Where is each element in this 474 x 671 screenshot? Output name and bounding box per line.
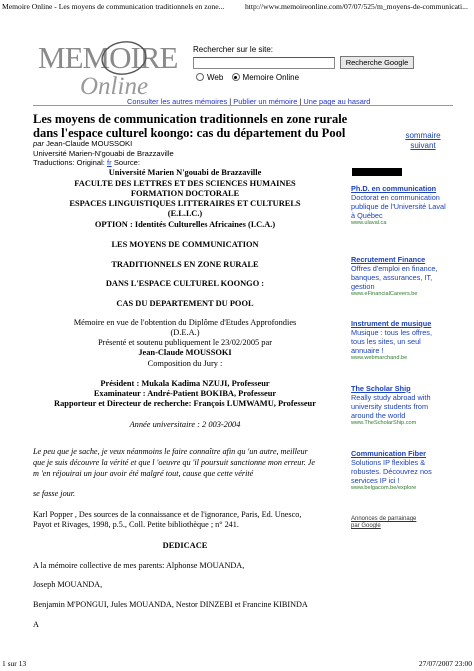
ad-title[interactable]: Recrutement Finance	[351, 255, 426, 264]
radio-web[interactable]	[196, 73, 204, 81]
nav-random-page[interactable]: Une page au hasard	[303, 97, 371, 106]
summary-link[interactable]: sommaire	[405, 131, 441, 140]
dedication-line-3: Benjamin M'PONGUI, Jules MOUANDA, Nestor DINZEBI et Francine KIBINDA	[33, 600, 308, 609]
cover-subject-line-1: LES MOYENS DE COMMUNICATION	[111, 240, 259, 249]
print-tab-title: Memoire Online - Les moyens de communication traditionnels en zone...	[2, 2, 225, 11]
ad-phd-communication[interactable]	[351, 184, 446, 226]
radio-memoire-online-label: Memoire Online	[242, 73, 300, 82]
nav-publish-memoire[interactable]: Publier un mémoire	[233, 97, 298, 106]
cover-subject-line-3: DANS L'ESPACE CULTUREL KOONGO :	[105, 279, 265, 288]
cover-option: OPTION : Identités Culturelles Africaines (I.C.A.)	[94, 220, 276, 229]
ad-body: Offres d'emploi en finance, banques, assurances, IT, gestion	[351, 264, 438, 291]
cover-faculty: FACULTE DES LETTRES ET DES SCIENCES HUMAINES	[74, 179, 296, 188]
search-label: Rechercher sur le site:	[193, 45, 274, 54]
google-search-button[interactable]: Recherche Google	[340, 56, 414, 69]
translations-source: Source:	[113, 158, 140, 167]
ad-title[interactable]: Instrument de musique	[351, 319, 432, 328]
search-input[interactable]	[193, 57, 335, 69]
cover-spaces: ESPACES LINGUISTIQUES LITTERAIRES ET CULTURELS	[69, 199, 301, 208]
memoire-online-logo[interactable]	[36, 38, 186, 100]
translations-original: Original:	[76, 158, 105, 167]
epigraph-line-4: se fasse jour.	[33, 489, 76, 498]
translations-line	[33, 158, 140, 167]
ad-scholar-ship[interactable]	[351, 384, 446, 426]
dedication-line-1: A la mémoire collective de mes parents: Alphonse MOUANDA,	[33, 561, 245, 570]
epigraph-line-2: que je suis découvre la vérité et que l 'oeuvre qu 'il poursuit sanctionne mon erreur. Je	[33, 458, 316, 467]
ad-communication-fiber[interactable]	[351, 449, 446, 491]
cover-jury-heading: Composition du Jury :	[147, 359, 223, 368]
print-url: http://www.memoireonline.com/07/07/525/m_moyens-de-communicati...	[245, 2, 468, 11]
logo-word-online: Online	[80, 73, 149, 100]
ad-recrutement-finance[interactable]	[351, 255, 446, 297]
print-page-number: 1 sur 13	[2, 659, 27, 668]
ad-body: Musique : tous les offres, tous les sites, un seul annuaire !	[351, 328, 432, 355]
cover-memoire-line-3: Présenté et soutenu publiquement le 23/02/2005 par	[98, 338, 272, 347]
next-link[interactable]: suivant	[410, 141, 436, 150]
cover-jury-examiner: Examinateur : André-Patient BOKIBA, Professeur	[93, 389, 277, 398]
radio-memoire-online[interactable]	[232, 73, 240, 81]
cover-memoire-author: Jean-Claude MOUSSOKI	[138, 348, 232, 357]
cover-elic: (E.L.I.C.)	[167, 209, 203, 218]
ad-url[interactable]: www.webmarchand.be	[351, 355, 408, 361]
ad-instrument-musique[interactable]	[351, 319, 446, 361]
citation-line-2: Payot et Rivages, 1998, p.5., Coll. Petite bibliothèque ; n° 241.	[33, 520, 239, 529]
nav-other-memoires[interactable]: Consulter les autres mémoires	[127, 97, 228, 106]
ad-url[interactable]: www.TheScholarShip.com	[351, 420, 417, 426]
ads-by-google[interactable]: Annonces de parrainage par Google	[351, 516, 417, 529]
radio-web-label: Web	[207, 73, 224, 82]
cover-jury-rapporteur: Rapporteur et Directeur de recherche: François LUMWAMU, Professeur	[54, 399, 316, 408]
ad-body: Doctorat en communication publique de l'Université Laval à Québec	[351, 193, 446, 220]
translations-label: Traductions:	[33, 158, 75, 167]
page-title: Les moyens de communication traditionnels en zone rurale dans l'espace culturel koongo: cas du département du Pool	[33, 112, 348, 140]
ad-banner-black	[352, 168, 402, 176]
print-datetime: 27/07/2007 23:00	[418, 659, 472, 668]
site-search	[193, 45, 409, 82]
epigraph-line-1: Le peu que je sache, je veux néanmoins le faire connaître afin qu 'un autre, meilleur	[33, 447, 308, 456]
dedication-line-2: Joseph MOUANDA,	[33, 580, 103, 589]
author-name: Jean-Claude MOUSSOKI	[46, 139, 133, 148]
search-scope	[196, 73, 299, 82]
ad-url[interactable]: www.eFinancialCareers.be	[351, 291, 418, 297]
ad-body: Really study abroad with university students from around the world	[351, 393, 431, 420]
translation-lang-link[interactable]: fr	[107, 158, 112, 167]
cover-memoire-line-2: (D.E.A.)	[170, 328, 200, 337]
ad-url[interactable]: www.belgacom.be/explore	[351, 485, 417, 491]
dedication-line-4: A	[33, 620, 39, 629]
cover-training: FORMATION DOCTORALE	[130, 189, 240, 198]
ad-title[interactable]: Ph.D. en communication	[351, 184, 437, 193]
logo-graphic	[36, 38, 186, 100]
ad-url[interactable]: www.ulaval.ca	[351, 220, 387, 226]
institution: Université Marien-N'gouabi de Brazzaville	[33, 149, 174, 158]
citation-line-1: Karl Popper , Des sources de la connaissance et de l'ignorance, Paris, Ed. Unesco,	[33, 510, 302, 519]
cover-memoire-line-1: Mémoire en vue de l'obtention du Diplôme d'Etudes Approfondies	[73, 318, 297, 327]
logo-word-memoire: MEMOIRE	[38, 40, 178, 75]
cover-university: Université Marien N'gouabi de Brazzaville	[108, 168, 262, 177]
cover-academic-year: Année universitaire : 2 003-2004	[129, 420, 241, 429]
epigraph-line-3: m 'en réjouirai un jour avoir été malgré tout, cause que cette vérité	[33, 469, 254, 478]
cover-subject-line-4: CAS DU DEPARTEMENT DU POOL	[116, 299, 254, 308]
nav-divider	[33, 105, 453, 106]
ad-title[interactable]: The Scholar Ship	[351, 384, 411, 393]
ad-title[interactable]: Communication Fiber	[351, 449, 426, 458]
nav-separator: |	[299, 97, 302, 106]
author-line	[33, 139, 132, 148]
ad-body: Solutions IP flexibles & robustes. Découvrez nos services IP ici !	[351, 458, 432, 485]
author-prefix: par	[33, 139, 44, 148]
dedication-heading: DEDICACE	[162, 541, 208, 550]
cover-subject-line-2: TRADITIONNELS EN ZONE RURALE	[111, 260, 259, 269]
nav-separator: |	[229, 97, 232, 106]
cover-jury-president: Président : Mukala Kadima NZUJI, Professeur	[100, 379, 270, 388]
